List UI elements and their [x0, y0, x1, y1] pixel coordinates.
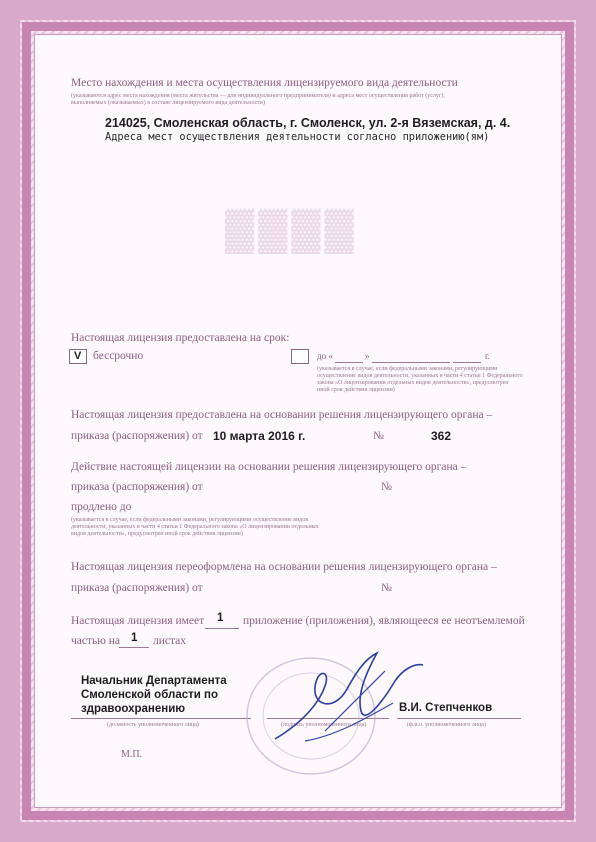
- until-checkbox: [291, 349, 309, 364]
- signature-scribble-icon: [265, 641, 435, 751]
- extension-note-2: деятельности, указанных в части 4 статьи 1 Федерального закона «О лицензировании отдельных: [71, 524, 319, 530]
- position-line-1: Начальник Департамента: [81, 675, 227, 687]
- term-heading: Настоящая лицензия предоставлена на срок:: [71, 332, 290, 344]
- license-page: [34, 34, 562, 808]
- grant-line-1: Настоящая лицензия предоставлена на основании решения лицензирующего органа –: [71, 409, 493, 421]
- until-close-quote: »: [365, 351, 370, 361]
- extension-line-2: приказа (распоряжения) от: [71, 481, 203, 493]
- position-caption: (должность уполномоченного лица): [107, 722, 199, 728]
- grant-no-label: №: [373, 430, 384, 442]
- extension-line-1: Действие настоящей лицензии на основании решения лицензирующего органа –: [71, 461, 467, 473]
- position-line: [71, 718, 251, 719]
- location-note-2: выполняемых (оказываемых) в составе лицензируемого вида деятельности): [71, 100, 265, 106]
- location-heading: Место нахождения и места осуществления лицензируемого вида деятельности: [71, 77, 458, 89]
- annex-sheets-line: [119, 647, 149, 648]
- watermark-pattern: ▓▓▓▓: [225, 206, 358, 251]
- until-year-line: [453, 362, 481, 363]
- term-note-4: иной срок действия лицензии): [317, 387, 395, 393]
- annex-sheets-suffix: листах: [153, 635, 187, 647]
- name-caption: (ф.и.о. уполномоченного лица): [407, 722, 486, 728]
- grant-line-2: приказа (распоряжения) от: [71, 430, 203, 442]
- address-line: 214025, Смоленская область, г. Смоленск, ул. 2-я Вяземская, д. 4.: [105, 116, 511, 130]
- reissue-no-label: №: [381, 582, 392, 594]
- grant-date: 10 марта 2016 г.: [213, 429, 306, 443]
- address-note-line: Адреса мест осуществления деятельности согласно приложению(ям): [105, 131, 490, 143]
- location-note-1: (указываются адрес места нахождения (места жительства — для индивидуального предпринимателя) и адреса мест осуществления работ (услуг),: [71, 93, 445, 99]
- position-line-3: здравоохранению: [81, 703, 186, 715]
- until-month-line: [372, 362, 450, 363]
- annex-prefix: Настоящая лицензия имеет: [71, 615, 205, 627]
- extension-note-1: (указывается в случае, если федеральными законами, регулирующими осуществление видов: [71, 517, 309, 523]
- until-label: до «: [317, 351, 333, 361]
- checkmark: V: [74, 350, 82, 362]
- position-line-2: Смоленской области по: [81, 689, 218, 701]
- annex-suffix: приложение (приложения), являющееся ее неотъемлемой: [243, 615, 525, 627]
- extension-note-3: видов деятельности», предусмотрен иной срок действия лицензии): [71, 531, 243, 537]
- reissue-line-1: Настоящая лицензия переоформлена на основании решения лицензирующего органа –: [71, 561, 497, 573]
- term-note-1: (указывается в случае, если федеральными законами, регулирующими: [317, 366, 498, 372]
- term-note-3: закона «О лицензировании отдельных видов деятельности», предусмотрен: [317, 380, 509, 386]
- annex-count: 1: [217, 612, 224, 624]
- signer-name: В.И. Степченков: [399, 702, 493, 714]
- reissue-line-2: приказа (распоряжения) от: [71, 582, 203, 594]
- unlimited-checkbox: [69, 349, 87, 364]
- year-suffix: г.: [485, 351, 490, 361]
- seal-place-label: М.П.: [121, 749, 143, 760]
- unlimited-label: бессрочно: [93, 350, 144, 362]
- sign-caption: (подпись уполномоченного лица): [281, 722, 367, 728]
- annex-sheets: 1: [131, 632, 138, 644]
- until-day-line: [335, 362, 363, 363]
- extension-no-label: №: [381, 481, 392, 493]
- grant-number: 362: [431, 429, 452, 443]
- annex-count-line: [205, 628, 239, 629]
- extension-line-3: продлено до: [71, 501, 132, 513]
- annex-part-prefix: частью на: [71, 635, 120, 647]
- term-note-2: осуществление видов деятельности, указанных в части 4 статьи 1 Федерального: [317, 373, 523, 379]
